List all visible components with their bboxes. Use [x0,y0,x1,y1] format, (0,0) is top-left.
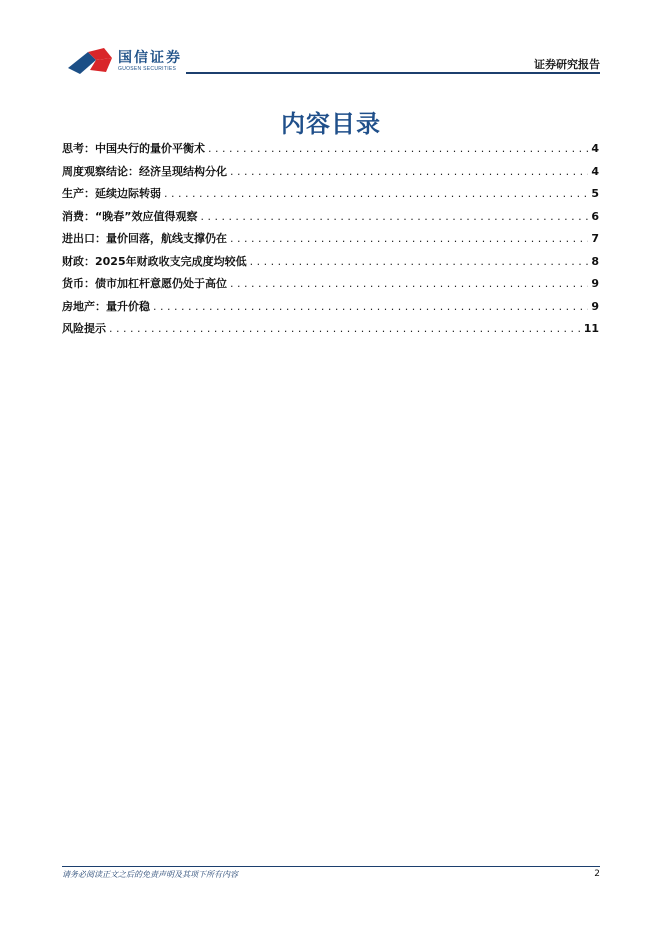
footer-divider [62,866,600,867]
toc-entry-label: 风险提示 [62,322,106,335]
toc-entry-page: 6 [591,209,599,223]
toc-entry-page: 11 [583,322,599,335]
toc-entry-page: 4 [591,164,599,178]
toc-entry-label: 周度观察结论：经济呈现结构分化 [62,164,227,178]
toc-entry[interactable] [62,163,599,186]
dot-leader [230,232,588,245]
header-divider [186,72,600,74]
page-number: 2 [594,869,600,879]
toc-entry-page: 9 [591,299,599,313]
toc-entry-label: 生产：延续边际转弱 [62,187,161,200]
dot-leader [230,277,588,290]
table-of-contents [62,140,599,343]
toc-entry-label: 进出口：量价回落，航线支撑仍在 [62,232,227,245]
dot-leader [164,187,588,200]
dot-leader [153,300,588,313]
toc-entry[interactable] [62,140,599,163]
toc-entry[interactable] [62,253,599,276]
toc-entry-page: 9 [591,277,599,290]
toc-entry-page: 7 [591,232,599,245]
toc-entry[interactable] [62,185,599,208]
toc-entry[interactable] [62,320,599,343]
toc-entry-label: 思考：中国央行的量价平衡术 [62,142,205,155]
toc-entry-label: 房地产：量升价稳 [62,299,150,313]
toc-entry[interactable] [62,208,599,231]
toc-entry-page: 5 [591,187,599,200]
guosen-logo-icon [66,46,114,76]
dot-leader [109,322,581,335]
page-header [0,0,662,80]
company-logo [66,46,182,78]
report-type-label: 证券研究报告 [534,58,600,71]
toc-entry-label: 货币：债市加杠杆意愿仍处于高位 [62,277,227,290]
toc-entry[interactable] [62,298,599,321]
dot-leader [208,142,588,155]
toc-entry-label: 财政：2025年财政收支完成度均较低 [62,254,247,268]
toc-entry[interactable] [62,230,599,253]
logo-english-name: GUOSEN SECURITIES [118,66,177,72]
toc-entry-page: 4 [591,142,599,155]
toc-entry[interactable] [62,275,599,298]
toc-title: 内容目录 [281,110,381,138]
dot-leader [200,210,588,223]
toc-entry-label: 消费：“晚春”效应值得观察 [62,209,198,223]
dot-leader [250,255,589,268]
toc-entry-page: 8 [591,254,599,268]
footer-disclaimer: 请务必阅读正文之后的免责声明及其项下所有内容 [62,870,238,879]
dot-leader [230,165,588,178]
logo-chinese-name: 国信证券 [118,50,182,66]
